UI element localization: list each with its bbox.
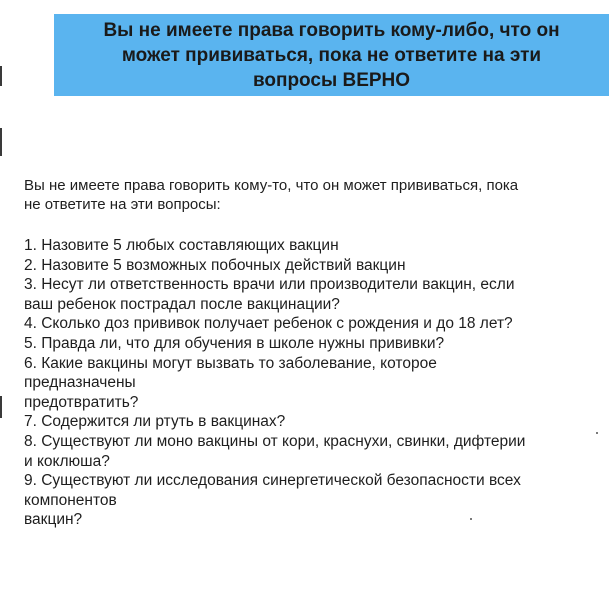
question-line: 7. Содержится ли ртуть в вакцинах? — [24, 413, 286, 431]
question-line: 6. Какие вакцины могут вызвать то заболевание, которое — [24, 354, 437, 372]
question-line: 3. Несут ли ответственность врачи или производители вакцин, если — [24, 276, 515, 294]
question-item — [24, 412, 609, 432]
question-line: и коклюша? — [24, 452, 110, 470]
question-line: ваш ребенок пострадал после вакцинации? — [24, 295, 340, 313]
question-item — [24, 354, 609, 413]
question-line: 8. Существуют ли моно вакцины от кори, краснухи, свинки, дифтерии — [24, 432, 526, 450]
question-line: предназначены — [24, 374, 136, 392]
intro-line: Вы не имеете права говорить кому-то, что он может прививаться, пока — [24, 177, 519, 194]
question-line: компонентов — [24, 491, 117, 509]
question-item — [24, 236, 609, 256]
question-item — [24, 275, 609, 314]
question-item — [24, 334, 609, 354]
question-item — [24, 471, 609, 530]
edge-mark-lower — [0, 396, 2, 418]
title-line: может прививаться, пока не ответите на эти — [121, 45, 542, 66]
question-line: предотвратить? — [24, 393, 139, 411]
question-line: 2. Назовите 5 возможных побочных действий вакцин — [24, 256, 406, 274]
intro-line: не ответите на эти вопросы: — [24, 196, 221, 213]
title-line: Вы не имеете права говорить кому-либо, что он — [103, 20, 560, 41]
question-item — [24, 314, 609, 334]
edge-mark-top — [0, 66, 2, 86]
question-list — [24, 236, 609, 530]
title-banner — [54, 14, 609, 96]
question-line: 5. Правда ли, что для обучения в школе нужны прививки? — [24, 334, 445, 352]
edge-mark-middle — [0, 128, 2, 156]
question-line: 1. Назовите 5 любых составляющих вакцин — [24, 237, 339, 254]
intro-paragraph — [24, 176, 609, 214]
question-line: 9. Существуют ли исследования синергетической безопасности всех — [24, 472, 521, 490]
question-line: 4. Сколько доз прививок получает ребенок с рождения и до 18 лет? — [24, 315, 513, 333]
question-line: вакцин? — [24, 511, 83, 529]
question-item — [24, 256, 609, 276]
question-item — [24, 432, 609, 471]
title-line: вопросы ВЕРНО — [252, 70, 411, 91]
